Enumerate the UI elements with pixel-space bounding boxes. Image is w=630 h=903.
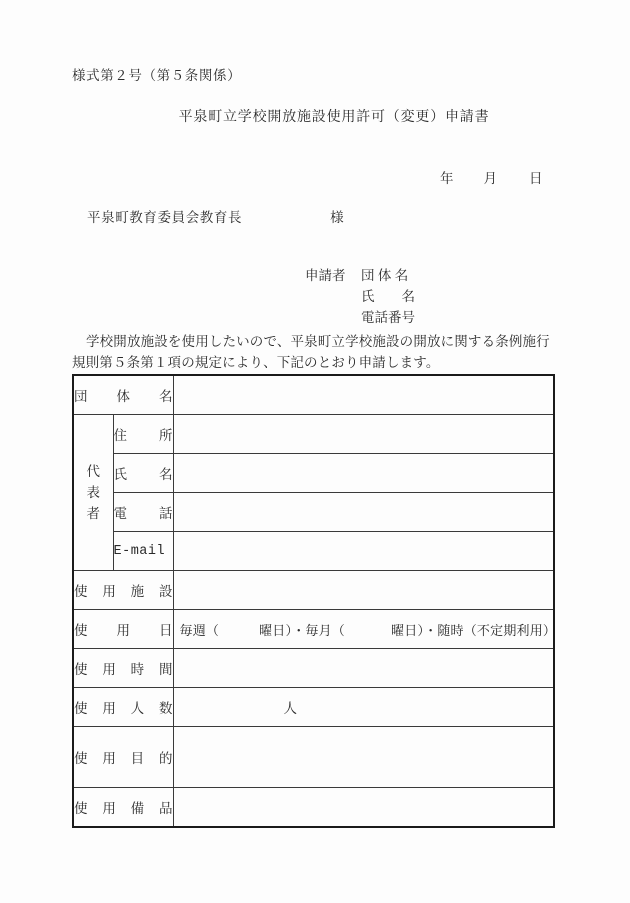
rep-char-1: 代	[86, 464, 100, 479]
date-month-label: 月	[483, 171, 497, 186]
table-row-usage-time	[73, 649, 554, 688]
table-row-purpose	[73, 727, 554, 788]
label-facility: 使 用 施 設	[73, 571, 173, 610]
people-count-unit: 人	[283, 701, 297, 716]
rep-char-3: 者	[86, 506, 100, 521]
form-number: 様式第２号（第５条関係）	[72, 68, 242, 83]
field-rep-address[interactable]	[173, 415, 554, 454]
field-usage-time[interactable]	[173, 649, 554, 688]
rep-char-2: 表	[86, 485, 100, 500]
application-table	[72, 374, 555, 828]
field-rep-name[interactable]	[173, 454, 554, 493]
field-rep-phone[interactable]	[173, 493, 554, 532]
field-facility[interactable]	[173, 571, 554, 610]
field-usage-day[interactable]	[173, 610, 557, 649]
usage-day-mid2: 曜日）・随時（不定期利用）	[391, 622, 557, 638]
table-row-equipment	[73, 788, 554, 828]
applicant-group-row	[305, 265, 447, 286]
label-usage-time: 使 用 時 間	[73, 649, 173, 688]
usage-day-mid1: 曜日）・毎月（	[259, 622, 346, 638]
table-row-rep-name	[73, 454, 554, 493]
label-rep-email: E-mail	[113, 532, 173, 571]
field-equipment[interactable]	[173, 788, 554, 828]
label-rep-phone: 電 話	[113, 493, 173, 532]
label-representative	[73, 415, 113, 571]
applicant-label: 申請者	[305, 268, 346, 283]
label-usage-day: 使 用 日	[73, 610, 173, 649]
document-title: 平泉町立学校開放施設使用許可（変更）申請書	[178, 110, 490, 125]
applicant-group-name-label: 団 体 名	[361, 268, 409, 283]
applicant-block	[305, 265, 447, 328]
usage-day-prefix: 毎週（	[179, 622, 220, 638]
applicant-phone-row	[305, 307, 447, 328]
addressee-line	[87, 206, 344, 226]
applicant-phone-label: 電話番号	[361, 310, 415, 325]
table-row-facility	[73, 571, 554, 610]
addressee-name: 平泉町教育委員会教育長	[87, 210, 243, 225]
table-row-group-name	[73, 375, 554, 415]
label-group-name: 団 体 名	[73, 375, 173, 415]
label-rep-address: 住 所	[113, 415, 173, 454]
field-group-name[interactable]	[173, 375, 554, 415]
field-rep-email[interactable]	[173, 532, 554, 571]
applicant-person-name-label: 氏 名	[361, 289, 415, 304]
table-row-rep-email	[73, 532, 554, 571]
date-line	[440, 167, 543, 187]
label-people-count: 使 用 人 数	[73, 688, 173, 727]
addressee-honorific: 様	[330, 210, 345, 225]
label-purpose: 使 用 目 的	[73, 727, 173, 788]
table-row-people-count	[73, 688, 554, 727]
table-row-rep-phone	[73, 493, 554, 532]
table-row-rep-address	[73, 415, 554, 454]
label-equipment: 使 用 備 品	[73, 788, 173, 828]
field-people-count[interactable]	[173, 688, 554, 727]
field-purpose[interactable]	[173, 727, 554, 788]
applicant-name-row	[305, 286, 447, 307]
date-year-label: 年	[440, 171, 454, 186]
table-row-usage-day	[73, 610, 554, 649]
body-paragraph: 学校開放施設を使用したいので、平泉町立学校施設の開放に関する条例施行規則第５条第１項の規定により、下記のとおり申請します。	[72, 334, 550, 370]
date-day-label: 日	[529, 171, 543, 186]
label-rep-name: 氏 名	[113, 454, 173, 493]
